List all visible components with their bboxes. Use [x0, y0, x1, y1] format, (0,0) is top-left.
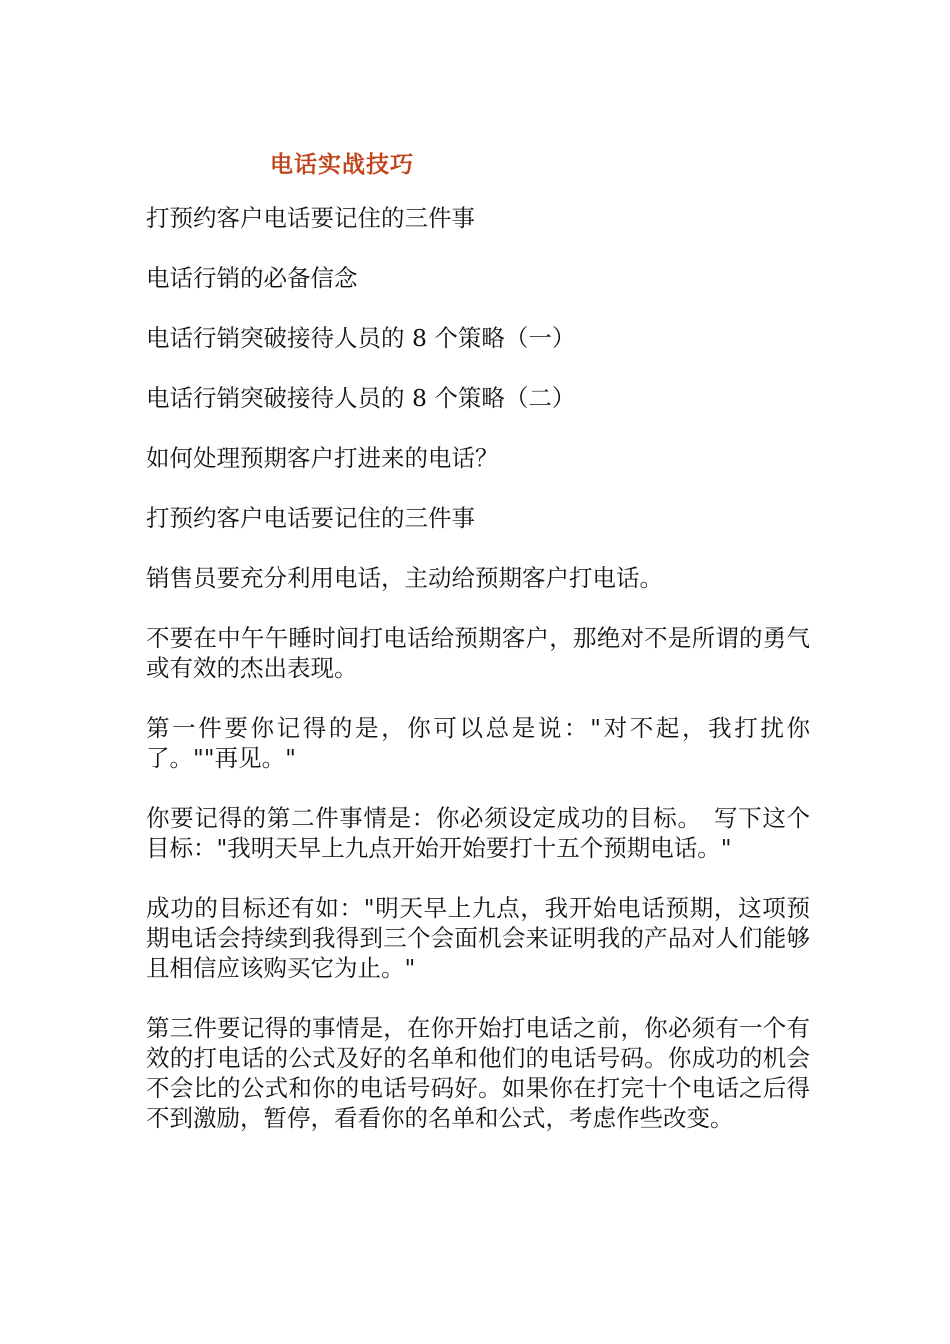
- section-heading: 打预约客户电话要记住的三件事: [146, 504, 475, 532]
- body-paragraph: 成功的目标还有如："明天早上九点，我开始电话预期，这项预期电话会持续到我得到三个会面机会来证明我的产品对人们能够且相信应该购买它为止。": [146, 894, 810, 982]
- document-body: [146, 203, 810, 1163]
- toc-item-strategies-part-2: 电话行销突破接待人员的 8 个策略（二）: [146, 384, 576, 412]
- toc-item-strategies-part-1: 电话行销突破接待人员的 8 个策略（一）: [146, 324, 576, 352]
- body-paragraph: 你要记得的第二件事情是：你必须设定成功的目标。 写下这个目标："我明天早上九点开始开始要打十五个预期电话。": [146, 804, 810, 862]
- page-title: 电话实战技巧: [270, 151, 414, 178]
- toc-item-beliefs: 电话行销的必备信念: [146, 264, 358, 292]
- body-paragraph: 不要在中午午睡时间打电话给预期客户，那绝对不是所谓的勇气或有效的杰出表现。: [146, 624, 810, 682]
- toc-item-incoming-calls: 如何处理预期客户打进来的电话？: [146, 444, 499, 472]
- body-paragraph: 销售员要充分利用电话，主动给预期客户打电话。: [146, 564, 663, 592]
- body-paragraph: 第一件要你记得的是，你可以总是说："对不起，我打扰你了。""再见。": [146, 714, 810, 772]
- body-paragraph: 第三件要记得的事情是，在你开始打电话之前，你必须有一个有效的打电话的公式及好的名单和他们的电话号码。你成功的机会不会比的公式和你的电话号码好。如果你在打完十个电话之后得不到激励，暂停，看看你的名单和公式，考虑作些改变。: [146, 1014, 810, 1132]
- toc-item-phone-three-things: 打预约客户电话要记住的三件事: [146, 204, 475, 232]
